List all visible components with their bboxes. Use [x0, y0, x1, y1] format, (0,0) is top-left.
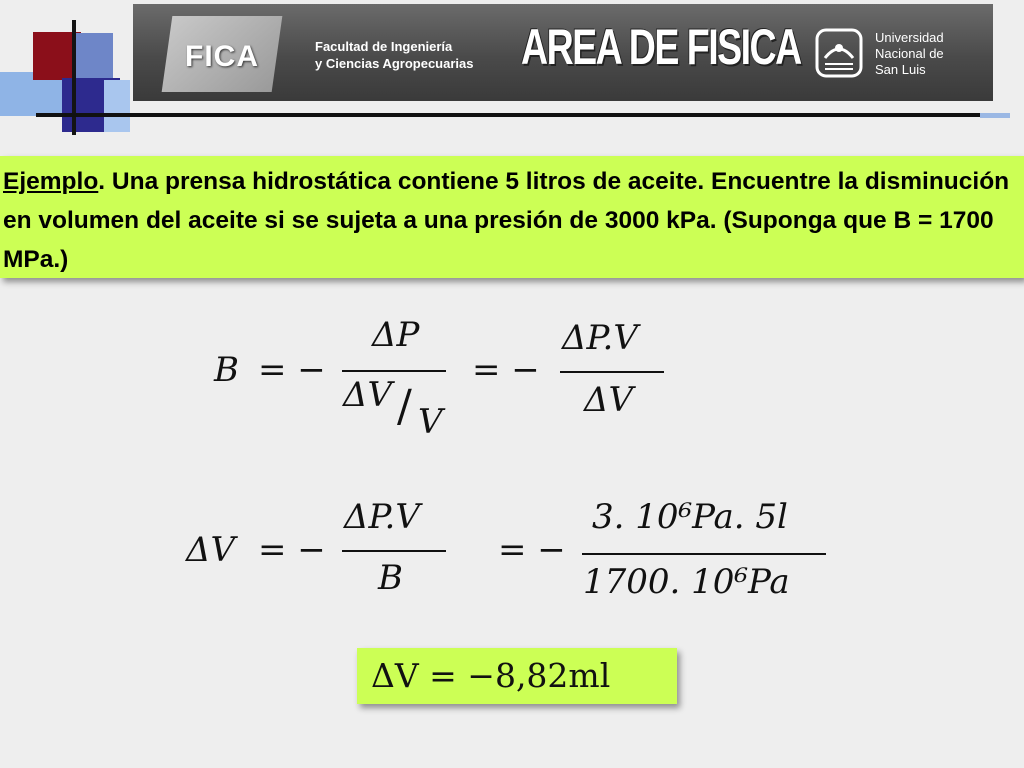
- faculty-name: [315, 38, 473, 72]
- eq1-equals: = −: [258, 350, 326, 390]
- university-line-1: Universidad: [875, 30, 944, 45]
- eq2-denominator: B: [378, 558, 403, 598]
- eq1-fraction-bar-2: [560, 371, 664, 373]
- eq1-den-v: V: [418, 402, 443, 442]
- decor-vertical-line: [72, 20, 76, 135]
- university-line-2: Nacional de: [875, 46, 944, 61]
- eq1-numerator: ΔP: [372, 315, 420, 355]
- eq2-fraction-bar: [342, 550, 446, 552]
- faculty-line-1: Facultad de Ingeniería: [315, 39, 453, 54]
- header-banner: [133, 4, 993, 101]
- university-seal-icon: [815, 28, 863, 78]
- eq1-lhs: B: [214, 350, 239, 390]
- eq1-den-slash: /: [397, 381, 412, 432]
- university-line-3: San Luis: [875, 62, 926, 77]
- area-title: AREA DE FISICA: [521, 19, 801, 75]
- problem-statement: [0, 156, 1024, 278]
- result-box: [357, 648, 677, 704]
- eq1-denominator-2: ΔV: [584, 380, 634, 420]
- eq1-fraction-bar: [342, 370, 446, 372]
- problem-label: Ejemplo: [3, 168, 99, 195]
- decor-sky-square: [104, 80, 130, 132]
- eq1-numerator-2: ΔP.V: [562, 318, 638, 358]
- eq2-equals: = −: [258, 530, 326, 570]
- eq1-den-dv: ΔV: [343, 375, 393, 415]
- eq1-equals-2: = −: [472, 350, 540, 390]
- eq2-numerator: ΔP.V: [344, 497, 420, 537]
- result-text: ΔV = −8,82ml: [371, 656, 611, 695]
- decor-blue-square: [74, 33, 113, 81]
- university-name: [875, 30, 944, 78]
- eq2-denominator-2: 1700. 10⁶Pa: [583, 562, 790, 602]
- eq2-numerator-2: 3. 10⁶Pa. 5l: [592, 497, 788, 537]
- fica-logo-text: FICA: [185, 40, 259, 73]
- eq2-equals-2: = −: [498, 530, 566, 570]
- decor-horizontal-line: [36, 113, 980, 117]
- decor-horizontal-line-end: [980, 113, 1010, 118]
- eq2-fraction-bar-2: [582, 553, 826, 555]
- faculty-line-2: y Ciencias Agropecuarias: [315, 56, 474, 71]
- problem-text: [0, 156, 1024, 279]
- eq2-lhs: ΔV: [186, 530, 236, 570]
- problem-body: . Una prensa hidrostática contiene 5 litros de aceite. Encuentre la disminución en volumen del aceite si se sujeta a una presión de 3000 kPa. (Suponga que B = 1700 MPa.): [3, 168, 1010, 273]
